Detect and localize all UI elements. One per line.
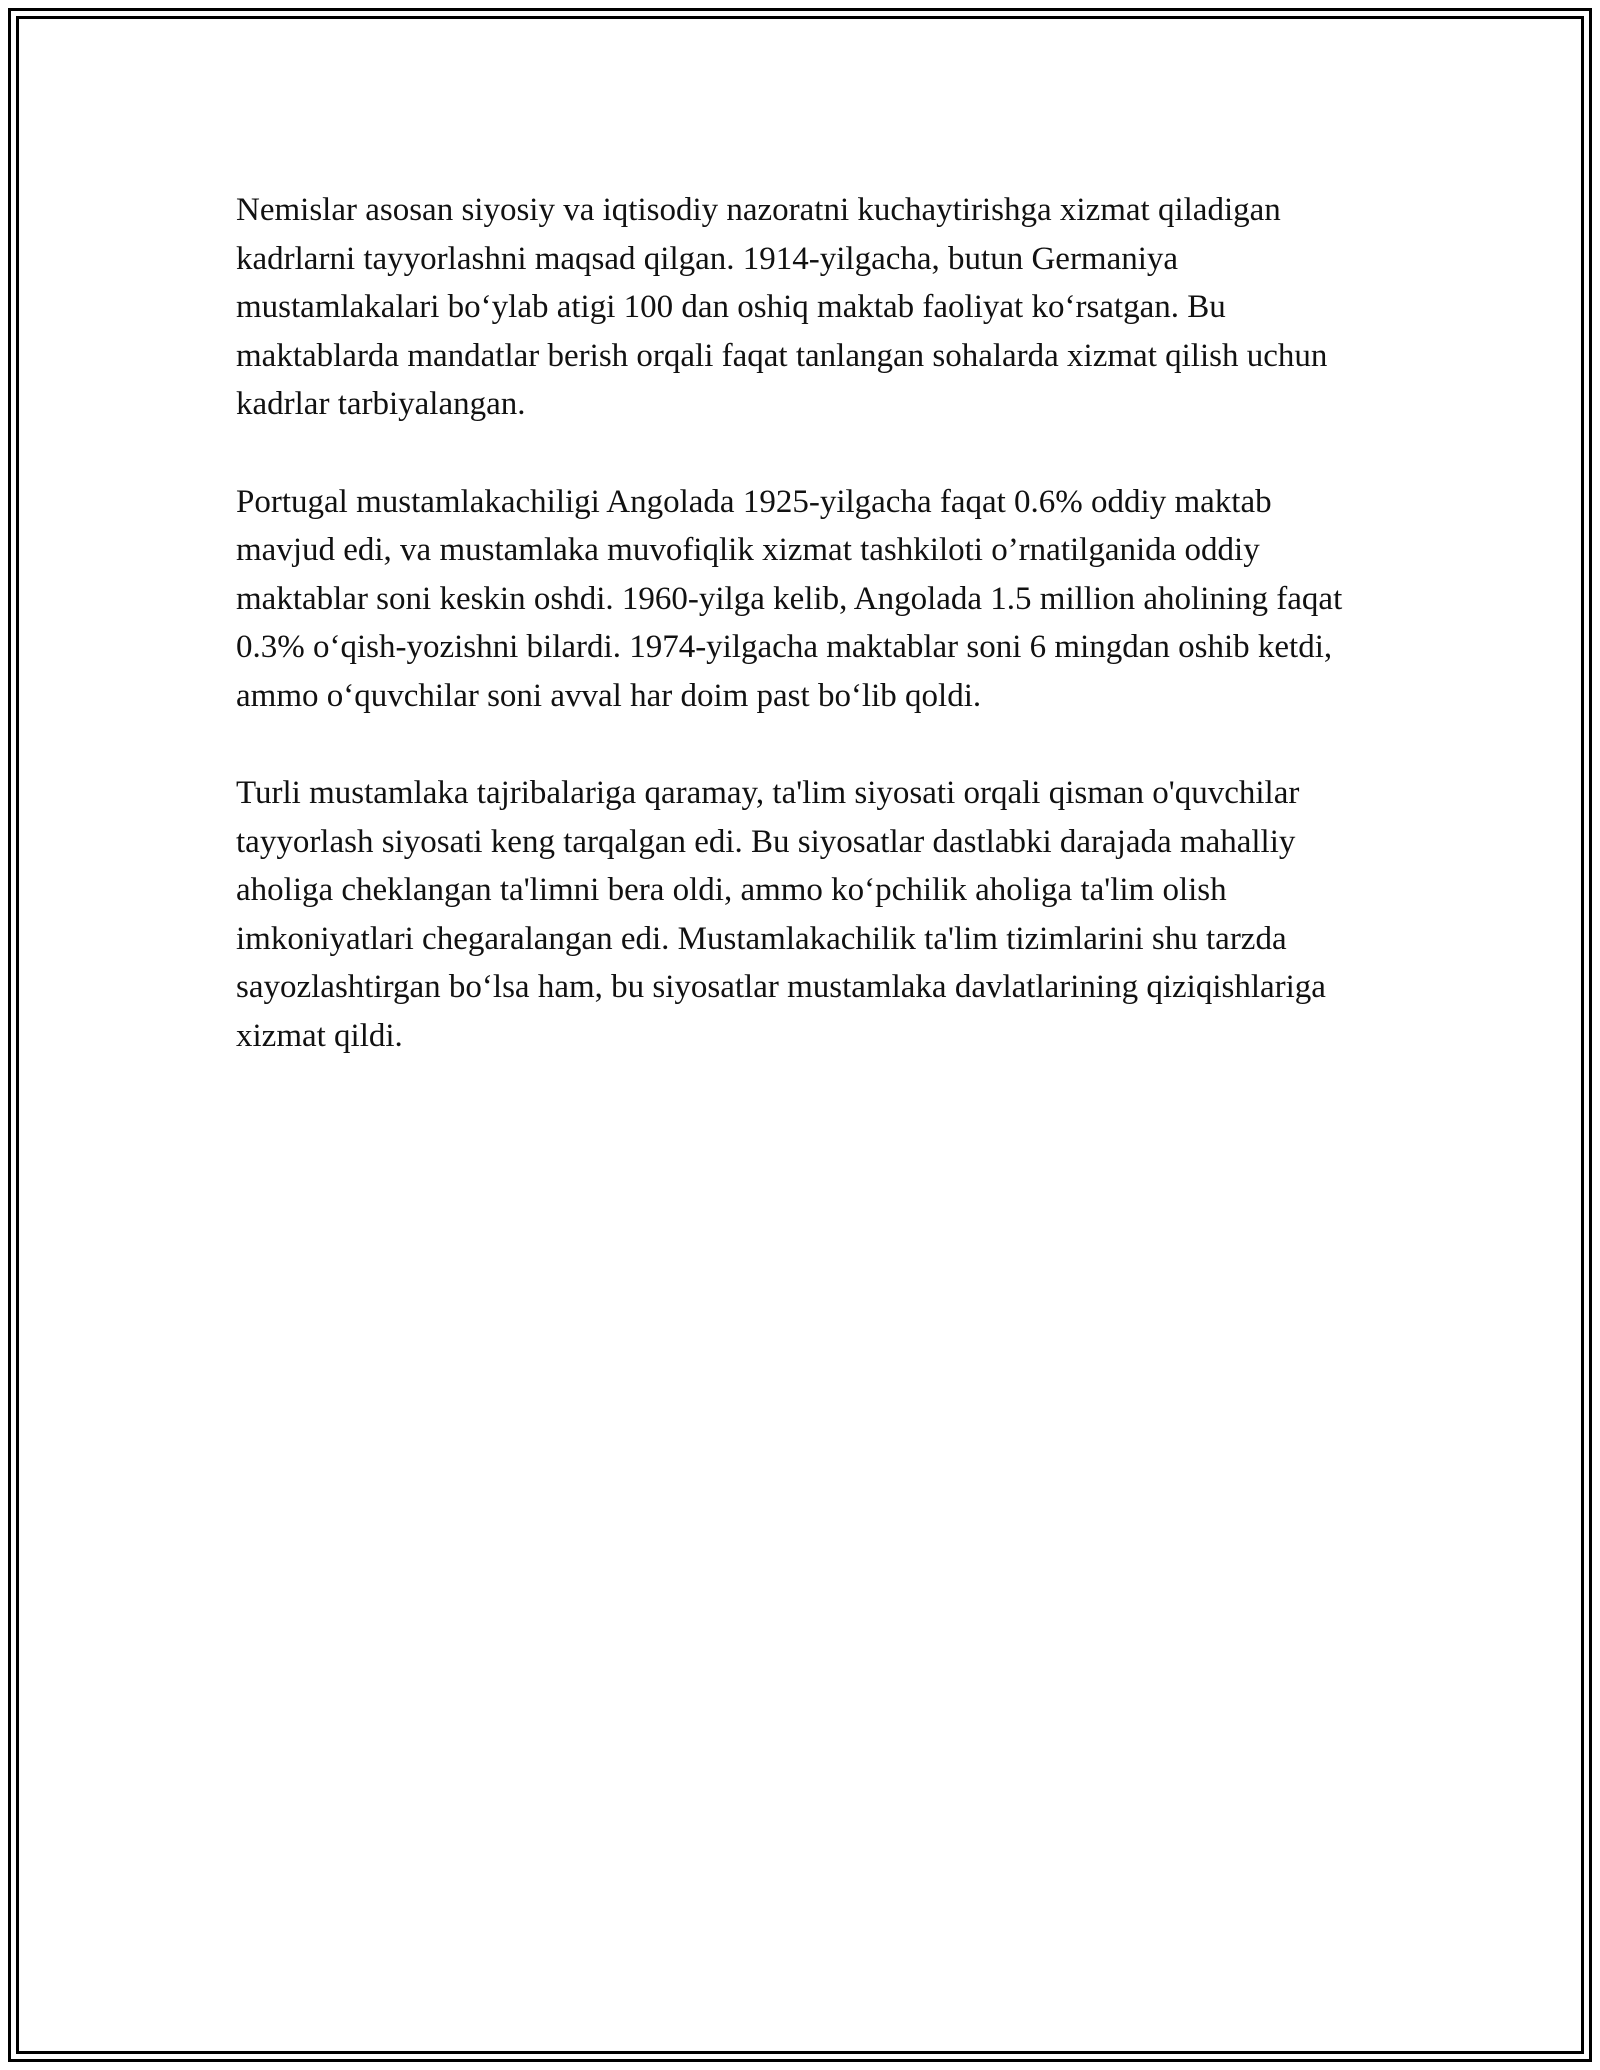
paragraph-2: Portugal mustamlakachiligi Angolada 1925-yilgacha faqat 0.6% oddiy maktab mavjud edi, va mustamlaka muvofiqlik xizmat tashkiloti o’rnatilganida oddiy maktablar soni keskin oshdi. 1960-yilga kelib, Angolada 1.5 million aholining faqat 0.3% o‘qish-yozishni bilardi. 1974-yilgacha maktablar soni 6 mingdan oshib ketdi, ammo o‘quvchilar soni avval har doim past bo‘lib qoldi. — [236, 483, 1343, 714]
document-body — [236, 186, 1346, 1109]
paragraph-1: Nemislar asosan siyosiy va iqtisodiy nazoratni kuchaytirishga xizmat qiladigan kadrlarni tayyorlashni maqsad qilgan. 1914-yilgacha, butun Germaniya mustamlakalari bo‘ylab atigi 100 dan oshiq maktab faoliyat ko‘rsatgan. Bu maktablarda mandatlar berish orqali faqat tanlangan sohalarda xizmat qilish uchun kadrlar tarbiyalangan. — [236, 192, 1328, 422]
paragraph-3: Turli mustamlaka tajribalariga qaramay, ta'lim siyosati orqali qisman o'quvchilar tayyorlash siyosati keng tarqalgan edi. Bu siyosatlar dastlabki darajada mahalliy aholiga cheklangan ta'limni bera oldi, ammo ko‘pchilik aholiga ta'lim olish imkoniyatlari chegaralangan edi. Mustamlakachilik ta'lim tizimlarini shu tarzda sayozlashtirgan bo‘lsa ham, bu siyosatlar mustamlaka davlatlarining qiziqishlariga xizmat qildi. — [236, 775, 1326, 1054]
